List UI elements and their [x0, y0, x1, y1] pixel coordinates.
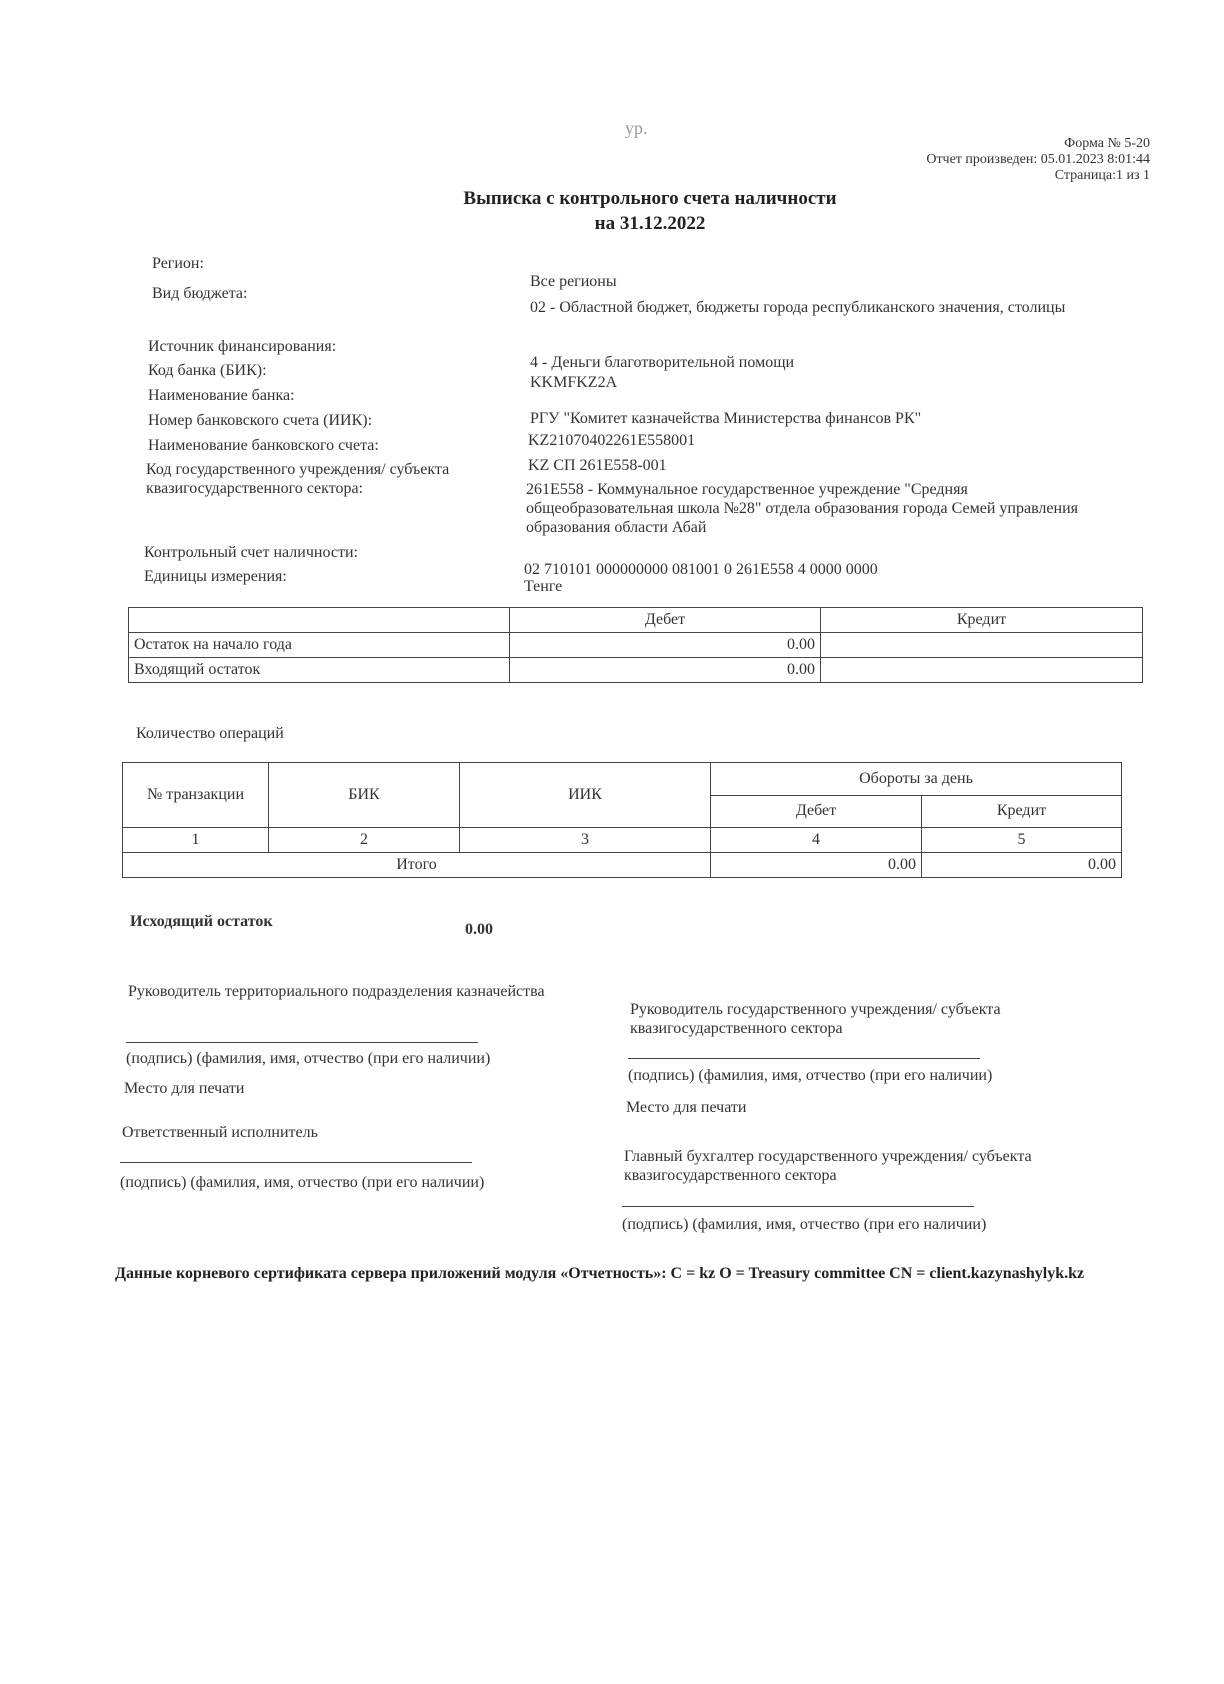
- source-label: Источник финансирования:: [148, 338, 337, 355]
- source-value: 4 - Деньги благотворительной помощи: [530, 354, 795, 371]
- account-name-value: KZ СП 261E558-001: [528, 457, 667, 474]
- operations-count-label: Количество операций: [136, 725, 284, 742]
- table-row: [129, 633, 1143, 658]
- operations-table: [122, 762, 1122, 878]
- institution-head-title: Руководитель государственного учреждения/ субъекта квазигосударственного сектора: [630, 1001, 1001, 1037]
- title-line-2: на 31.12.2022: [594, 213, 706, 234]
- signature-line: [120, 1162, 472, 1163]
- start-balance-debit: 0.00: [510, 633, 821, 658]
- region-value: Все регионы: [530, 273, 617, 290]
- accountant-sign-caption: (подпись) (фамилия, имя, отчество (при его наличии): [622, 1216, 987, 1233]
- total-debit: 0.00: [711, 853, 922, 878]
- control-account-value: 02 710101 000000000 081001 0 261E558 4 0000 0000: [524, 561, 878, 578]
- budget-label: Вид бюджета:: [152, 285, 248, 302]
- signature-line: [622, 1206, 974, 1207]
- institution-stamp-place: Место для печати: [626, 1099, 747, 1116]
- table-row: [129, 658, 1143, 683]
- treasury-head-title: Руководитель территориального подразделения казначейства: [128, 983, 545, 1000]
- title-line-1: Выписка с контрольного счета наличности: [463, 188, 837, 209]
- col-daily-turnover: Обороты за день: [711, 763, 1122, 796]
- col-transaction-number: № транзакции: [123, 763, 269, 828]
- balance-header-row: [129, 608, 1143, 633]
- incoming-balance-label: Входящий остаток: [129, 658, 510, 683]
- region-label: Регион:: [152, 255, 204, 272]
- treasury-stamp-place: Место для печати: [124, 1080, 245, 1097]
- signature-line: [126, 1042, 478, 1043]
- bik-value: KKMFKZ2A: [530, 374, 618, 391]
- signature-line: [628, 1058, 980, 1059]
- iik-value: KZ21070402261E558001: [528, 432, 696, 449]
- incoming-balance-debit: 0.00: [510, 658, 821, 683]
- col-iik: ИИК: [460, 763, 711, 828]
- total-label: Итого: [123, 853, 711, 878]
- debit-header: Дебет: [510, 608, 821, 633]
- col-debit: Дебет: [711, 795, 922, 828]
- closing-balance-value: 0.00: [465, 921, 493, 938]
- ops-number-row: [123, 828, 1122, 853]
- units-label: Единицы измерения:: [144, 568, 287, 585]
- col-number-3: 3: [460, 828, 711, 853]
- col-number-2: 2: [269, 828, 460, 853]
- ops-header-row: [123, 763, 1122, 796]
- ops-total-row: [123, 853, 1122, 878]
- balance-blank-cell: [129, 608, 510, 633]
- report-header-info: [860, 136, 1150, 184]
- start-balance-label: Остаток на начало года: [129, 633, 510, 658]
- closing-balance-label: Исходящий остаток: [130, 913, 273, 930]
- treasury-head-sign-caption: (подпись) (фамилия, имя, отчество (при его наличии): [126, 1050, 491, 1067]
- iik-label: Номер банковского счета (ИИК):: [148, 412, 373, 429]
- col-number-1: 1: [123, 828, 269, 853]
- report-produced: Отчет произведен: 05.01.2023 8:01:44: [926, 152, 1150, 167]
- budget-value: 02 - Областной бюджет, бюджеты города республиканского значения, столицы: [530, 299, 1066, 316]
- col-number-5: 5: [922, 828, 1122, 853]
- responsible-executor-title: Ответственный исполнитель: [122, 1124, 318, 1141]
- bank-value: РГУ "Комитет казначейства Министерства финансов РК": [530, 410, 922, 427]
- col-number-4: 4: [711, 828, 922, 853]
- stamp-mark: ур.: [625, 118, 648, 138]
- executor-sign-caption: (подпись) (фамилия, имя, отчество (при его наличии): [120, 1174, 485, 1191]
- institution-head-sign-caption: (подпись) (фамилия, имя, отчество (при его наличии): [628, 1067, 993, 1084]
- total-credit: 0.00: [922, 853, 1122, 878]
- credit-header: Кредит: [821, 608, 1143, 633]
- start-balance-credit: [821, 633, 1143, 658]
- document-title: [380, 186, 920, 236]
- units-value: Тенге: [524, 578, 563, 595]
- institution-value: 261E558 - Коммунальное государственное учреждение "Средняя общеобразовательная школа №28" отдела образования города Семей управления образования области Абай: [526, 481, 1078, 536]
- col-credit: Кредит: [922, 795, 1122, 828]
- certificate-info: Данные корневого сертификата сервера приложений модуля «Отчетность»: C = kz O = Treasury committee CN = client.kazynashylyk.kz: [115, 1265, 1085, 1282]
- chief-accountant-title: Главный бухгалтер государственного учреждения/ субъекта квазигосударственного сектора: [624, 1148, 1032, 1184]
- col-bik: БИК: [269, 763, 460, 828]
- control-account-label: Контрольный счет наличности:: [144, 544, 358, 561]
- page-number: Страница:1 из 1: [1054, 168, 1150, 183]
- incoming-balance-credit: [821, 658, 1143, 683]
- form-number: Форма № 5-20: [1064, 136, 1150, 151]
- bik-label: Код банка (БИК):: [148, 362, 267, 379]
- balance-table: [128, 607, 1143, 683]
- institution-label: Код государственного учреждения/ субъекта квазигосударственного сектора:: [146, 461, 450, 497]
- bank-label: Наименование банка:: [148, 387, 295, 404]
- account-name-label: Наименование банковского счета:: [148, 437, 379, 454]
